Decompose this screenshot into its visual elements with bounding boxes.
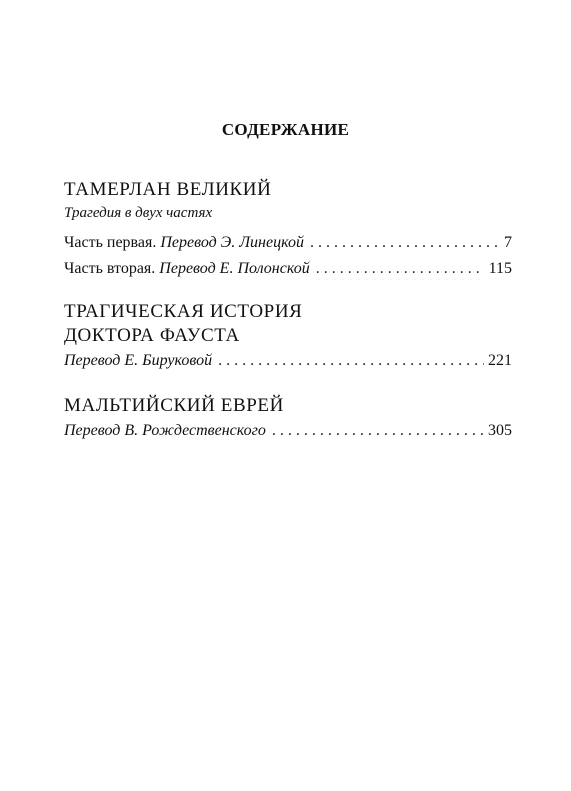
work-title: ТАМЕРЛАН ВЕЛИКИЙ xyxy=(64,179,272,200)
toc-heading: СОДЕРЖАНИЕ xyxy=(221,120,350,139)
entry-translator: Перевод Е. Бируковой xyxy=(64,352,213,369)
dot-leader xyxy=(272,418,484,444)
dot-leader xyxy=(316,256,485,282)
entry-page-number: 7 xyxy=(504,234,512,251)
toc-entry[interactable] xyxy=(64,418,512,444)
work-title-line-2: ДОКТОРА ФАУСТА xyxy=(64,325,240,346)
toc-section-jew-of-malta xyxy=(64,394,512,444)
work-title: МАЛЬТИЙСКИЙ ЕВРЕЙ xyxy=(64,395,284,416)
entry-page-number: 115 xyxy=(488,260,512,277)
entry-page-number: 305 xyxy=(488,422,512,439)
entry-page-number: 221 xyxy=(488,352,512,369)
dot-leader xyxy=(218,348,484,374)
toc-entry[interactable] xyxy=(64,348,512,374)
entry-translator: Перевод Е. Полонской xyxy=(159,260,310,277)
entry-translator: Перевод Э. Линецкой xyxy=(160,234,304,251)
toc-entry[interactable] xyxy=(64,256,512,282)
work-subtitle: Трагедия в двух частях xyxy=(64,205,213,221)
entry-part-label: Часть первая. xyxy=(64,234,157,251)
dot-leader xyxy=(310,230,500,256)
entry-translator: Перевод В. Рождественского xyxy=(64,422,266,439)
entry-part-label: Часть вторая. xyxy=(64,260,156,277)
toc-section-faustus xyxy=(64,300,512,374)
toc-section-tamburlaine xyxy=(64,178,512,282)
toc-entry[interactable] xyxy=(64,230,512,256)
work-title-line-1: ТРАГИЧЕСКАЯ ИСТОРИЯ xyxy=(64,301,303,322)
